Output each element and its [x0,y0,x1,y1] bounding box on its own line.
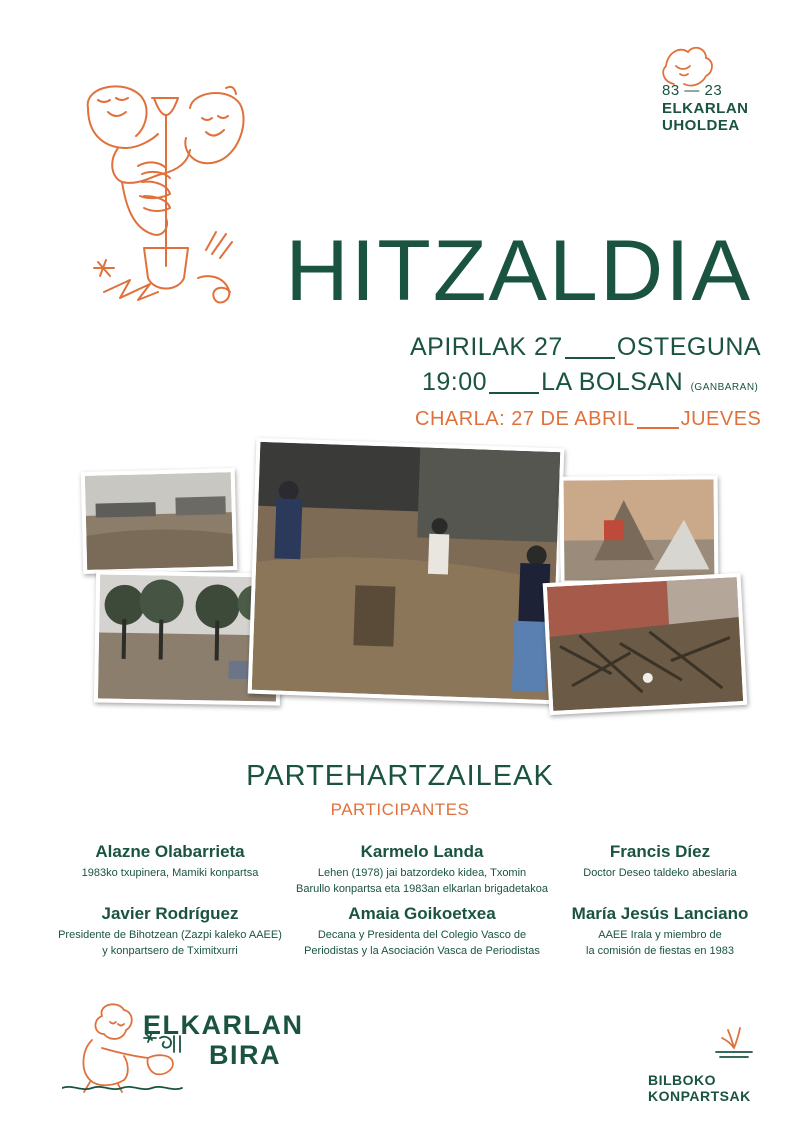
badge-line2: UHOLDEA [662,117,740,134]
badge-years: 83 — 23 [662,82,723,99]
charla-day: JUEVES [680,408,762,430]
participant-desc: AAEE Irala y miembro de [598,929,722,941]
event-badge [640,44,770,134]
participant [272,904,572,959]
participant-name: Karmelo Landa [360,842,484,861]
org-line2: KONPARTSAK [648,1088,751,1104]
dash-divider [565,357,615,359]
charla-line [415,408,761,431]
participants-subtitle: PARTICIPANTES [330,800,470,819]
place-note: (GANBARAN) [690,382,759,393]
participant [550,904,770,959]
flood-photo-cleanup [248,438,565,705]
flood-photo-street [81,468,238,574]
charla-date: CHARLA: 27 DE ABRIL [415,408,635,430]
participant-name: Alazne Olabarrieta [95,842,245,861]
participant [550,842,770,881]
elkarlan-bira-logo [143,1010,304,1070]
participant-desc: Presidente de Bihotzean (Zazpi kaleko AAEE) [58,929,282,941]
time-place-line [422,368,758,397]
participant-name: María Jesús Lanciano [571,904,749,923]
participant-desc: 1983ko txupinera, Mamiki konpartsa [81,867,259,879]
participant [272,842,572,897]
day-eu: OSTEGUNA [616,333,762,361]
participants-title: PARTEHARTZAILEAK [246,760,554,792]
date-line [410,333,761,362]
logo-line2: BIRA [209,1040,281,1070]
participant-name: Francis Díez [609,842,711,861]
badge-line1: ELKARLAN [662,100,749,117]
hugging-figures-illustration [78,78,248,318]
participant-desc: Doctor Deseo taldeko abeslaria [583,867,737,879]
participant-name: Javier Rodríguez [101,904,239,923]
participant-desc: y konpartsero de Tximitxurri [102,945,238,957]
participant-desc: Barullo konpartsa eta 1983an elkarlan brigadetakoa [296,883,548,895]
participant-desc: la comisión de fiestas en 1983 [586,945,734,957]
page-title: HITZALDIA [285,223,753,319]
konpartsak-logo-icon [714,1026,754,1067]
participant-desc: Periodistas y la Asociación Vasca de Periodistas [304,945,540,957]
dash-divider [489,392,539,394]
flood-photo-debris-square [560,475,719,584]
date-eu: APIRILAK 27 [410,333,563,361]
participant-name: Amaia Goikoetxea [348,904,496,923]
dash-divider [637,427,679,429]
flood-photo-debris-pile [543,573,748,715]
participant-desc: Decana y Presidenta del Colegio Vasco de [317,929,527,941]
logo-line1: ELKARLAN [143,1010,304,1040]
org-line1: BILBOKO [648,1072,717,1088]
participant [40,842,300,881]
participant-desc: Lehen (1978) jai batzordeko kidea, Txomin [317,867,527,879]
participant [30,904,310,959]
event-time: 19:00 [422,368,488,396]
event-place: LA BOLSAN [541,368,684,396]
organizer-name [648,1072,751,1104]
